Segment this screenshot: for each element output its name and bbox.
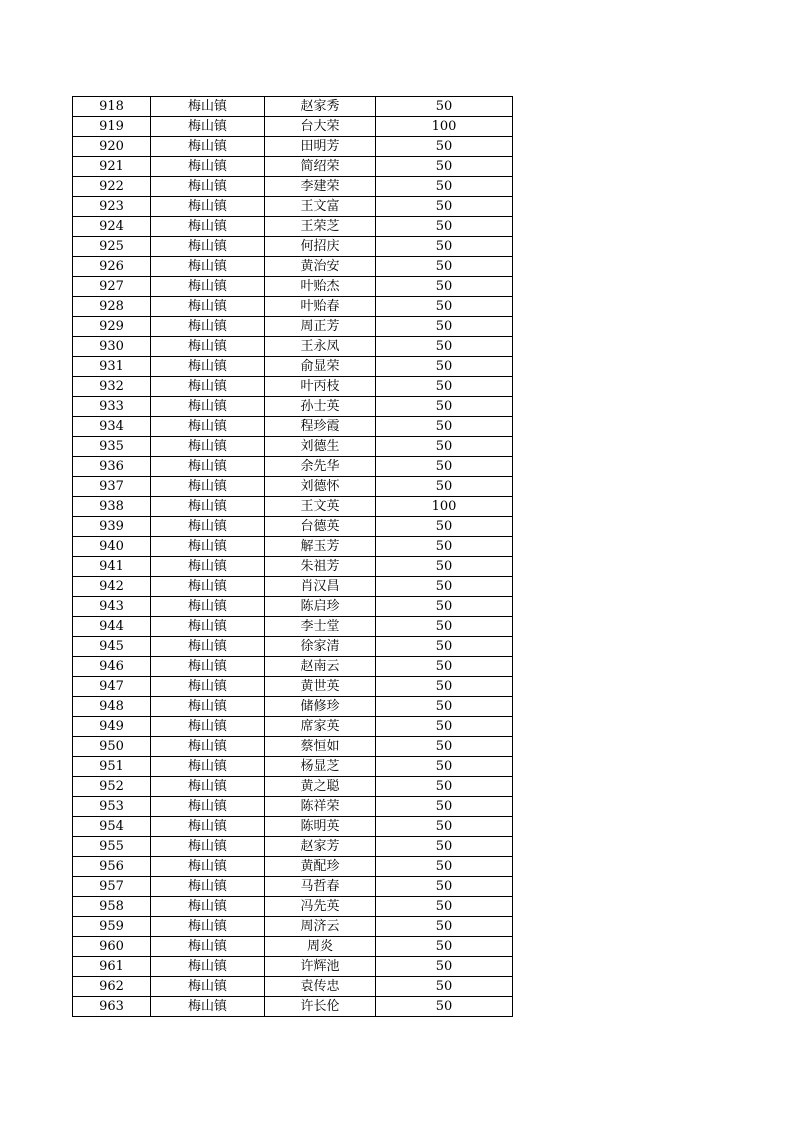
town-cell: 梅山镇 xyxy=(151,917,265,937)
name-cell: 蔡恒如 xyxy=(265,737,376,757)
name-cell: 何招庆 xyxy=(265,237,376,257)
town-cell: 梅山镇 xyxy=(151,797,265,817)
name-cell: 黄配珍 xyxy=(265,857,376,877)
amount-cell: 50 xyxy=(376,197,513,217)
town-cell: 梅山镇 xyxy=(151,517,265,537)
name-cell: 席家英 xyxy=(265,717,376,737)
amount-cell: 50 xyxy=(376,817,513,837)
amount-cell: 50 xyxy=(376,277,513,297)
row-number-cell: 931 xyxy=(73,357,151,377)
table-row xyxy=(73,497,513,517)
amount-cell: 50 xyxy=(376,797,513,817)
town-cell: 梅山镇 xyxy=(151,757,265,777)
amount-cell: 50 xyxy=(376,637,513,657)
amount-cell: 50 xyxy=(376,677,513,697)
name-cell: 李建荣 xyxy=(265,177,376,197)
name-cell: 许长伦 xyxy=(265,997,376,1017)
name-cell: 台大荣 xyxy=(265,117,376,137)
town-cell: 梅山镇 xyxy=(151,377,265,397)
name-cell: 周济云 xyxy=(265,917,376,937)
row-number-cell: 956 xyxy=(73,857,151,877)
table-row xyxy=(73,157,513,177)
row-number-cell: 952 xyxy=(73,777,151,797)
amount-cell: 50 xyxy=(376,657,513,677)
name-cell: 俞显荣 xyxy=(265,357,376,377)
table-row xyxy=(73,897,513,917)
table-row xyxy=(73,97,513,117)
amount-cell: 50 xyxy=(376,397,513,417)
row-number-cell: 947 xyxy=(73,677,151,697)
row-number-cell: 934 xyxy=(73,417,151,437)
amount-cell: 50 xyxy=(376,597,513,617)
town-cell: 梅山镇 xyxy=(151,337,265,357)
row-number-cell: 922 xyxy=(73,177,151,197)
amount-cell: 50 xyxy=(376,217,513,237)
name-cell: 王文富 xyxy=(265,197,376,217)
town-cell: 梅山镇 xyxy=(151,437,265,457)
amount-cell: 50 xyxy=(376,937,513,957)
table-row xyxy=(73,817,513,837)
row-number-cell: 930 xyxy=(73,337,151,357)
table-row xyxy=(73,337,513,357)
town-cell: 梅山镇 xyxy=(151,857,265,877)
row-number-cell: 926 xyxy=(73,257,151,277)
town-cell: 梅山镇 xyxy=(151,317,265,337)
name-cell: 孙士英 xyxy=(265,397,376,417)
table-row xyxy=(73,977,513,997)
amount-cell: 50 xyxy=(376,317,513,337)
town-cell: 梅山镇 xyxy=(151,777,265,797)
row-number-cell: 921 xyxy=(73,157,151,177)
table-row xyxy=(73,677,513,697)
row-number-cell: 957 xyxy=(73,877,151,897)
table-row xyxy=(73,617,513,637)
name-cell: 储修珍 xyxy=(265,697,376,717)
table-row xyxy=(73,597,513,617)
row-number-cell: 937 xyxy=(73,477,151,497)
amount-cell: 50 xyxy=(376,557,513,577)
amount-cell: 50 xyxy=(376,437,513,457)
amount-cell: 50 xyxy=(376,377,513,397)
table-row xyxy=(73,737,513,757)
name-cell: 朱祖芳 xyxy=(265,557,376,577)
row-number-cell: 958 xyxy=(73,897,151,917)
row-number-cell: 961 xyxy=(73,957,151,977)
town-cell: 梅山镇 xyxy=(151,657,265,677)
amount-cell: 50 xyxy=(376,757,513,777)
row-number-cell: 938 xyxy=(73,497,151,517)
table-row xyxy=(73,777,513,797)
table-row xyxy=(73,557,513,577)
roster-table xyxy=(72,96,513,1017)
table-row xyxy=(73,717,513,737)
table-row xyxy=(73,177,513,197)
row-number-cell: 936 xyxy=(73,457,151,477)
table-row xyxy=(73,957,513,977)
name-cell: 黄之聪 xyxy=(265,777,376,797)
town-cell: 梅山镇 xyxy=(151,597,265,617)
name-cell: 肖汉昌 xyxy=(265,577,376,597)
town-cell: 梅山镇 xyxy=(151,557,265,577)
row-number-cell: 962 xyxy=(73,977,151,997)
amount-cell: 50 xyxy=(376,697,513,717)
amount-cell: 50 xyxy=(376,537,513,557)
amount-cell: 100 xyxy=(376,497,513,517)
row-number-cell: 920 xyxy=(73,137,151,157)
amount-cell: 50 xyxy=(376,297,513,317)
amount-cell: 50 xyxy=(376,417,513,437)
town-cell: 梅山镇 xyxy=(151,137,265,157)
town-cell: 梅山镇 xyxy=(151,937,265,957)
amount-cell: 50 xyxy=(376,337,513,357)
table-row xyxy=(73,477,513,497)
town-cell: 梅山镇 xyxy=(151,677,265,697)
row-number-cell: 933 xyxy=(73,397,151,417)
name-cell: 赵家秀 xyxy=(265,97,376,117)
name-cell: 黄世英 xyxy=(265,677,376,697)
town-cell: 梅山镇 xyxy=(151,817,265,837)
town-cell: 梅山镇 xyxy=(151,477,265,497)
town-cell: 梅山镇 xyxy=(151,717,265,737)
town-cell: 梅山镇 xyxy=(151,277,265,297)
amount-cell: 50 xyxy=(376,857,513,877)
name-cell: 解玉芳 xyxy=(265,537,376,557)
town-cell: 梅山镇 xyxy=(151,497,265,517)
name-cell: 台德英 xyxy=(265,517,376,537)
town-cell: 梅山镇 xyxy=(151,637,265,657)
table-row xyxy=(73,117,513,137)
town-cell: 梅山镇 xyxy=(151,217,265,237)
amount-cell: 50 xyxy=(376,237,513,257)
town-cell: 梅山镇 xyxy=(151,237,265,257)
row-number-cell: 954 xyxy=(73,817,151,837)
name-cell: 赵南云 xyxy=(265,657,376,677)
amount-cell: 50 xyxy=(376,997,513,1017)
name-cell: 余先华 xyxy=(265,457,376,477)
name-cell: 冯先英 xyxy=(265,897,376,917)
row-number-cell: 923 xyxy=(73,197,151,217)
row-number-cell: 949 xyxy=(73,717,151,737)
row-number-cell: 960 xyxy=(73,937,151,957)
row-number-cell: 951 xyxy=(73,757,151,777)
table-row xyxy=(73,757,513,777)
town-cell: 梅山镇 xyxy=(151,177,265,197)
table-row xyxy=(73,637,513,657)
town-cell: 梅山镇 xyxy=(151,957,265,977)
town-cell: 梅山镇 xyxy=(151,417,265,437)
name-cell: 刘德怀 xyxy=(265,477,376,497)
table-row xyxy=(73,857,513,877)
name-cell: 赵家芳 xyxy=(265,837,376,857)
amount-cell: 50 xyxy=(376,177,513,197)
row-number-cell: 963 xyxy=(73,997,151,1017)
table-row xyxy=(73,397,513,417)
row-number-cell: 941 xyxy=(73,557,151,577)
table-row xyxy=(73,437,513,457)
table-row xyxy=(73,277,513,297)
table-row xyxy=(73,457,513,477)
amount-cell: 50 xyxy=(376,717,513,737)
name-cell: 王文英 xyxy=(265,497,376,517)
table-row xyxy=(73,357,513,377)
roster-table-body xyxy=(73,97,513,1017)
town-cell: 梅山镇 xyxy=(151,97,265,117)
table-row xyxy=(73,797,513,817)
town-cell: 梅山镇 xyxy=(151,837,265,857)
amount-cell: 50 xyxy=(376,957,513,977)
row-number-cell: 918 xyxy=(73,97,151,117)
name-cell: 周正芳 xyxy=(265,317,376,337)
name-cell: 黄治安 xyxy=(265,257,376,277)
name-cell: 许辉池 xyxy=(265,957,376,977)
table-row xyxy=(73,137,513,157)
name-cell: 田明芳 xyxy=(265,137,376,157)
amount-cell: 50 xyxy=(376,877,513,897)
row-number-cell: 953 xyxy=(73,797,151,817)
row-number-cell: 942 xyxy=(73,577,151,597)
table-row xyxy=(73,197,513,217)
name-cell: 袁传忠 xyxy=(265,977,376,997)
table-row xyxy=(73,377,513,397)
town-cell: 梅山镇 xyxy=(151,197,265,217)
name-cell: 叶贻杰 xyxy=(265,277,376,297)
name-cell: 程珍霞 xyxy=(265,417,376,437)
row-number-cell: 927 xyxy=(73,277,151,297)
row-number-cell: 944 xyxy=(73,617,151,637)
town-cell: 梅山镇 xyxy=(151,157,265,177)
amount-cell: 50 xyxy=(376,357,513,377)
table-row xyxy=(73,237,513,257)
name-cell: 杨显芝 xyxy=(265,757,376,777)
town-cell: 梅山镇 xyxy=(151,737,265,757)
table-row xyxy=(73,517,513,537)
name-cell: 徐家清 xyxy=(265,637,376,657)
row-number-cell: 932 xyxy=(73,377,151,397)
row-number-cell: 943 xyxy=(73,597,151,617)
amount-cell: 50 xyxy=(376,617,513,637)
amount-cell: 50 xyxy=(376,777,513,797)
row-number-cell: 950 xyxy=(73,737,151,757)
amount-cell: 50 xyxy=(376,517,513,537)
amount-cell: 50 xyxy=(376,477,513,497)
name-cell: 马哲春 xyxy=(265,877,376,897)
row-number-cell: 925 xyxy=(73,237,151,257)
amount-cell: 50 xyxy=(376,257,513,277)
row-number-cell: 946 xyxy=(73,657,151,677)
amount-cell: 50 xyxy=(376,837,513,857)
row-number-cell: 945 xyxy=(73,637,151,657)
row-number-cell: 940 xyxy=(73,537,151,557)
table-row xyxy=(73,697,513,717)
town-cell: 梅山镇 xyxy=(151,617,265,637)
amount-cell: 50 xyxy=(376,457,513,477)
name-cell: 简绍荣 xyxy=(265,157,376,177)
row-number-cell: 939 xyxy=(73,517,151,537)
row-number-cell: 935 xyxy=(73,437,151,457)
amount-cell: 50 xyxy=(376,157,513,177)
name-cell: 陈启珍 xyxy=(265,597,376,617)
row-number-cell: 924 xyxy=(73,217,151,237)
row-number-cell: 928 xyxy=(73,297,151,317)
town-cell: 梅山镇 xyxy=(151,537,265,557)
table-row xyxy=(73,877,513,897)
town-cell: 梅山镇 xyxy=(151,577,265,597)
amount-cell: 50 xyxy=(376,97,513,117)
table-row xyxy=(73,537,513,557)
table-row xyxy=(73,417,513,437)
amount-cell: 50 xyxy=(376,917,513,937)
row-number-cell: 919 xyxy=(73,117,151,137)
table-row xyxy=(73,837,513,857)
name-cell: 陈明英 xyxy=(265,817,376,837)
table-row xyxy=(73,937,513,957)
name-cell: 王永凤 xyxy=(265,337,376,357)
table-row xyxy=(73,577,513,597)
name-cell: 叶丙枝 xyxy=(265,377,376,397)
name-cell: 陈祥荣 xyxy=(265,797,376,817)
town-cell: 梅山镇 xyxy=(151,977,265,997)
town-cell: 梅山镇 xyxy=(151,357,265,377)
table-row xyxy=(73,317,513,337)
table-row xyxy=(73,297,513,317)
table-row xyxy=(73,217,513,237)
amount-cell: 50 xyxy=(376,977,513,997)
town-cell: 梅山镇 xyxy=(151,457,265,477)
amount-cell: 50 xyxy=(376,577,513,597)
name-cell: 周炎 xyxy=(265,937,376,957)
town-cell: 梅山镇 xyxy=(151,877,265,897)
table-row xyxy=(73,657,513,677)
town-cell: 梅山镇 xyxy=(151,297,265,317)
name-cell: 刘德生 xyxy=(265,437,376,457)
town-cell: 梅山镇 xyxy=(151,257,265,277)
row-number-cell: 929 xyxy=(73,317,151,337)
town-cell: 梅山镇 xyxy=(151,397,265,417)
row-number-cell: 959 xyxy=(73,917,151,937)
table-row xyxy=(73,257,513,277)
town-cell: 梅山镇 xyxy=(151,897,265,917)
amount-cell: 100 xyxy=(376,117,513,137)
name-cell: 叶贻春 xyxy=(265,297,376,317)
town-cell: 梅山镇 xyxy=(151,117,265,137)
table-row xyxy=(73,917,513,937)
row-number-cell: 955 xyxy=(73,837,151,857)
town-cell: 梅山镇 xyxy=(151,997,265,1017)
name-cell: 王荣芝 xyxy=(265,217,376,237)
town-cell: 梅山镇 xyxy=(151,697,265,717)
amount-cell: 50 xyxy=(376,137,513,157)
amount-cell: 50 xyxy=(376,897,513,917)
amount-cell: 50 xyxy=(376,737,513,757)
table-row xyxy=(73,997,513,1017)
row-number-cell: 948 xyxy=(73,697,151,717)
name-cell: 李士堂 xyxy=(265,617,376,637)
